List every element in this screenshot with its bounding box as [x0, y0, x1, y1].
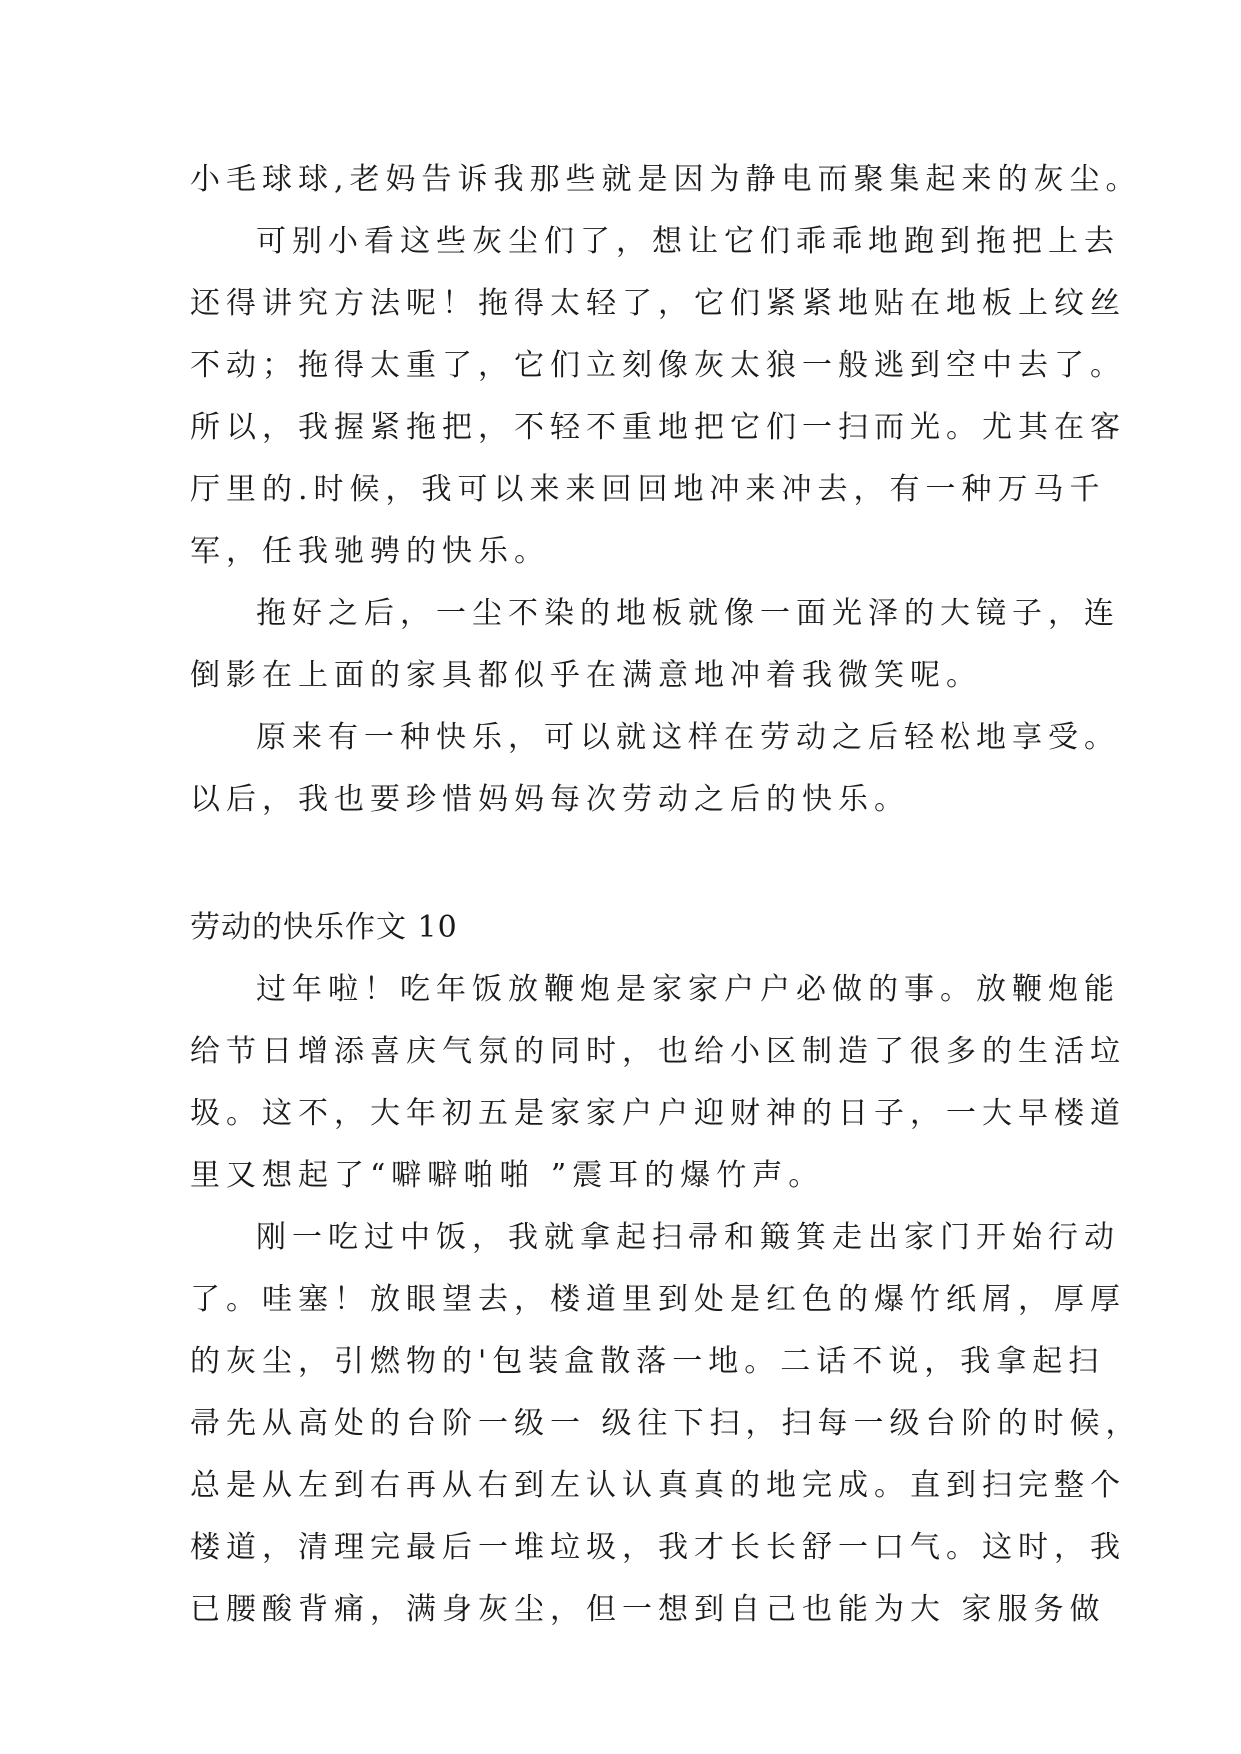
text-line: 了。哇塞！放眼望去，楼道里到处是红色的爆竹纸屑，厚厚 [190, 1282, 1126, 1317]
paragraph-start-line: 可别小看这些灰尘们了，想让它们乖乖地跑到拖把上去 [256, 224, 1120, 259]
text-line: 给节日增添喜庆气氛的同时，也给小区制造了很多的生活垃 [190, 1034, 1126, 1069]
text-line: 小毛球球,老妈告诉我那些就是因为静电而聚集起来的灰尘。 [190, 162, 1142, 197]
text-line: 圾。这不，大年初五是家家户户迎财神的日子，一大早楼道 [190, 1096, 1126, 1131]
text-line: 不动；拖得太重了，它们立刻像灰太狼一般逃到空中去了。 [190, 348, 1126, 383]
paragraph-start-line: 原来有一种快乐，可以就这样在劳动之后轻松地享受。 [256, 720, 1120, 755]
text-line: 所以，我握紧拖把，不轻不重地把它们一扫而光。尤其在客 [190, 410, 1126, 445]
text-line: 倒影在上面的家具都似乎在满意地冲着我微笑呢。 [190, 658, 982, 693]
text-line: 里又想起了“噼噼啪啪 ”震耳的爆竹声。 [190, 1158, 825, 1193]
text-line: 楼道，清理完最后一堆垃圾，我才长长舒一口气。这时，我 [190, 1530, 1126, 1565]
text-line: 已腰酸背痛，满身灰尘，但一想到自己也能为大 家服务做 [190, 1592, 1106, 1627]
paragraph-start-line: 拖好之后，一尘不染的地板就像一面光泽的大镜子，连 [256, 596, 1120, 631]
paragraph-start-line: 过年啦！吃年饭放鞭炮是家家户户必做的事。放鞭炮能 [256, 972, 1120, 1007]
text-line: 还得讲究方法呢！拖得太轻了，它们紧紧地贴在地板上纹丝 [190, 286, 1126, 321]
text-line: 厅里的.时候，我可以来来回回地冲来冲去，有一种万马千 [190, 472, 1106, 507]
text-line: 帚先从高处的台阶一级一 级往下扫，扫每一级台阶的时候， [190, 1406, 1142, 1441]
text-line: 军，任我驰骋的快乐。 [190, 534, 550, 569]
text-line: 的灰尘，引燃物的'包装盒散落一地。二话不说，我拿起扫 [190, 1344, 1105, 1379]
text-line: 以后，我也要珍惜妈妈每次劳动之后的快乐。 [190, 782, 910, 817]
section-heading: 劳动的快乐作文 10 [190, 910, 458, 945]
paragraph-start-line: 刚一吃过中饭，我就拿起扫帚和簸箕走出家门开始行动 [256, 1220, 1120, 1255]
text-line: 总是从左到右再从右到左认认真真的地完成。直到扫完整个 [190, 1468, 1126, 1503]
